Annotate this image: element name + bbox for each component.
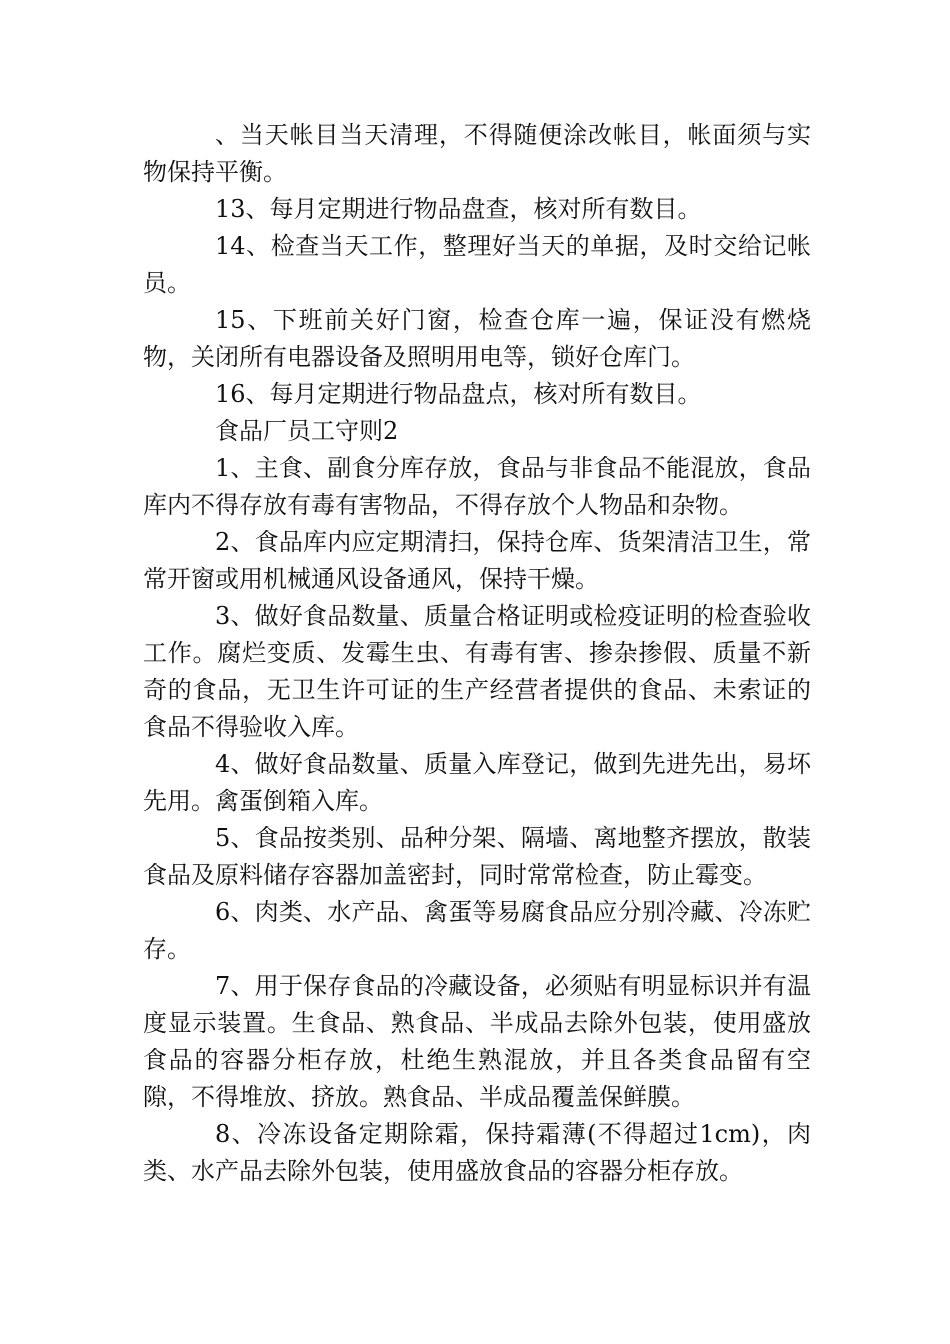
paragraph-10: 5、食品按类别、品种分架、隔墙、离地整齐摆放，散装食品及原料储存容器加盖密封，同时常常检查，防止霉变。 xyxy=(143,824,811,889)
paragraph-4: 15、下班前关好门窗，检查仓库一遍，保证没有燃烧物，关闭所有电器设备及照明用电等，锁好仓库门。 xyxy=(143,306,811,371)
paragraph-12: 7、用于保存食品的冷藏设备，必须贴有明显标识并有温度显示装置。生食品、熟食品、半成品去除外包装，使用盛放食品的容器分柜存放，杜绝生熟混放，并且各类食品留有空隙，不得堆放、挤放。熟食品、半成品覆盖保鲜膜。 xyxy=(143,972,811,1111)
paragraph-6: 1、主食、副食分库存放，食品与非食品不能混放，食品库内不得存放有毒有害物品，不得存放个人物品和杂物。 xyxy=(143,454,811,519)
paragraph-11: 6、肉类、水产品、禽蛋等易腐食品应分别冷藏、冷冻贮存。 xyxy=(143,898,811,963)
paragraph-7: 2、食品库内应定期清扫，保持仓库、货架清洁卫生，常常开窗或用机械通风设备通风，保持干燥。 xyxy=(143,528,811,593)
paragraph-8: 3、做好食品数量、质量合格证明或检疫证明的检查验收工作。腐烂变质、发霉生虫、有毒有害、掺杂掺假、质量不新奇的食品，无卫生许可证的生产经营者提供的食品、未索证的食品不得验收入库。 xyxy=(143,602,811,741)
paragraph-13: 8、冷冻设备定期除霜，保持霜薄(不得超过1cm)，肉类、水产品去除外包装，使用盛放食品的容器分柜存放。 xyxy=(143,1120,811,1185)
paragraph-2: 13、每月定期进行物品盘查，核对所有数目。 xyxy=(215,195,702,223)
paragraph-5: 16、每月定期进行物品盘点，核对所有数目。 xyxy=(215,380,702,408)
paragraph-3: 14、检查当天工作，整理好当天的单据，及时交给记帐员。 xyxy=(143,232,811,297)
document-body xyxy=(143,117,811,1190)
section-heading: 食品厂员工守则2 xyxy=(215,417,399,445)
paragraph-1: 、当天帐目当天清理，不得随便涂改帐目，帐面须与实物保持平衡。 xyxy=(143,121,811,186)
paragraph-9: 4、做好食品数量、质量入库登记，做到先进先出，易坏先用。禽蛋倒箱入库。 xyxy=(143,750,811,815)
